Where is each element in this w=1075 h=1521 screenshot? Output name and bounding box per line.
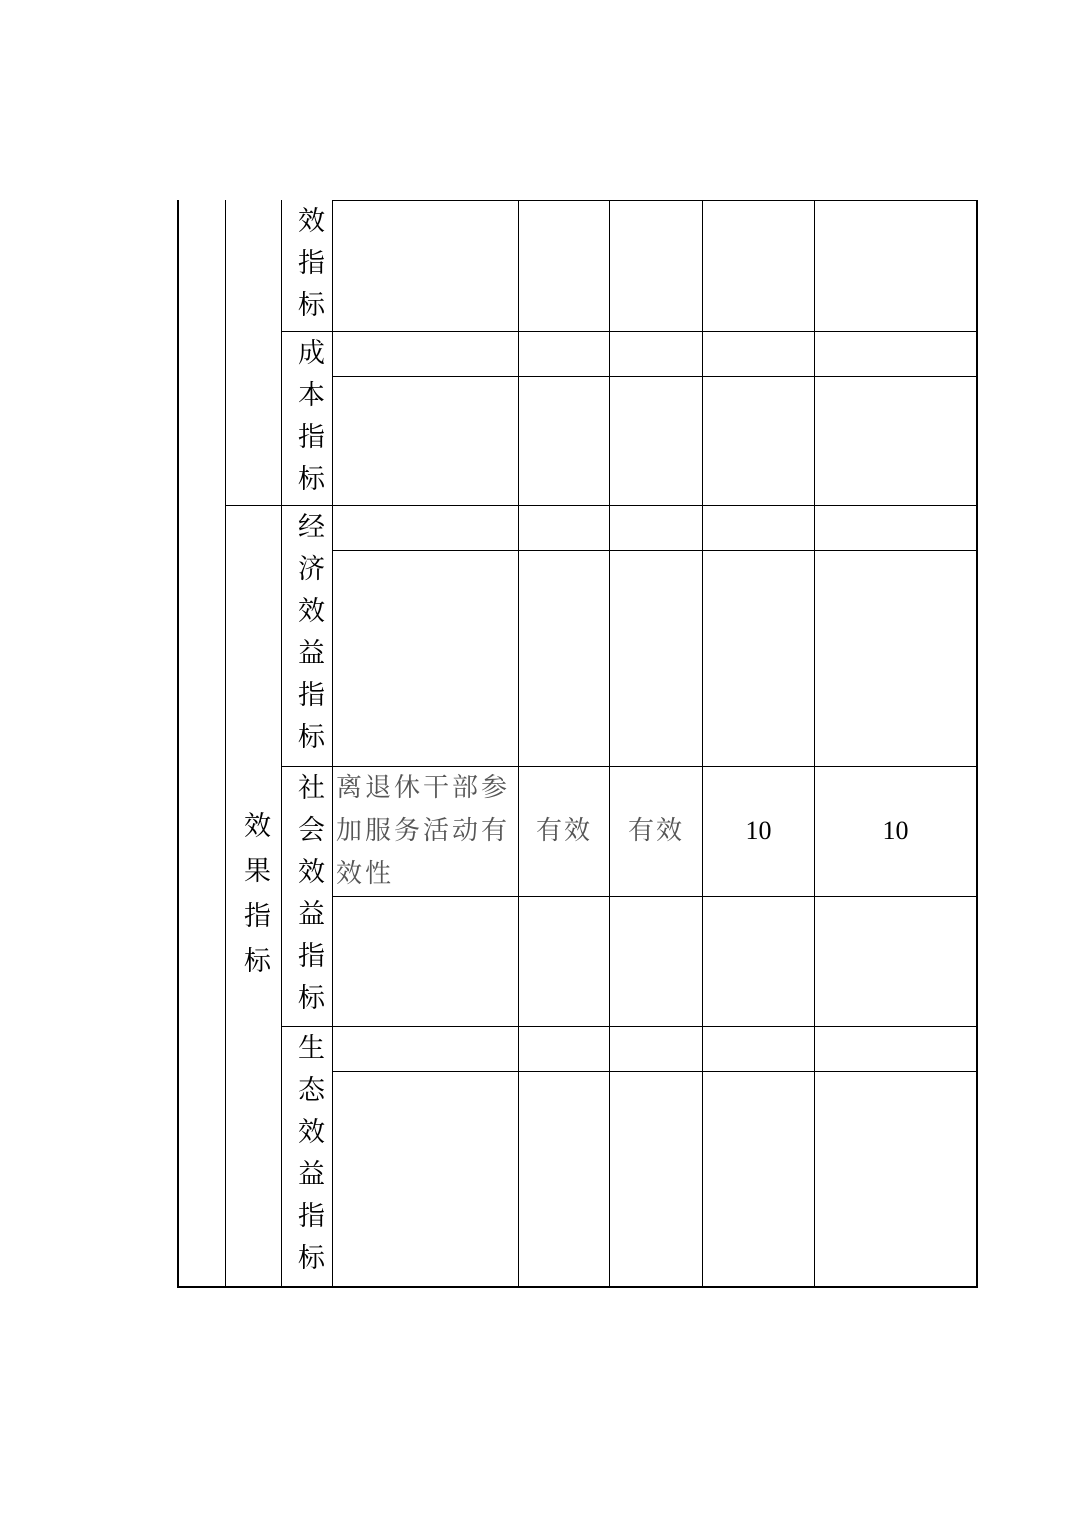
level2-economic-label: 经济效益指标	[293, 512, 324, 764]
border-right-outer	[976, 200, 978, 1288]
border-col-6	[702, 200, 703, 1288]
border-col-2	[281, 200, 282, 1288]
border-row-896	[332, 896, 978, 897]
border-bottom	[177, 1286, 978, 1288]
weight-value: 10	[745, 816, 772, 845]
level1-effect-label: 效果指标	[239, 811, 270, 991]
border-row-331	[281, 331, 978, 332]
border-top-data	[332, 200, 978, 201]
level2-cost-label: 成本指标	[293, 338, 324, 506]
level2-efficiency-label: 效指标	[293, 206, 324, 332]
border-row-550	[332, 550, 978, 551]
border-left-outer	[177, 200, 179, 1288]
border-col-3	[332, 200, 333, 1288]
actual-value: 有效	[627, 816, 684, 846]
indicator-name: 离退休干部参加服务活动有效性	[336, 773, 511, 889]
level2-social-label: 社会效益指标	[293, 773, 324, 1025]
level2-ecological-label: 生态效益指标	[293, 1033, 324, 1285]
border-row-1026	[281, 1026, 978, 1027]
score-value: 10	[882, 816, 909, 845]
annual-target-value: 有效	[535, 816, 592, 846]
border-col-7	[814, 200, 815, 1288]
border-col-1	[225, 200, 226, 1288]
border-row-1071	[332, 1071, 978, 1072]
border-col-5	[609, 200, 610, 1288]
border-row-376	[332, 376, 978, 377]
border-row-505	[225, 505, 978, 506]
border-col-4	[518, 200, 519, 1288]
